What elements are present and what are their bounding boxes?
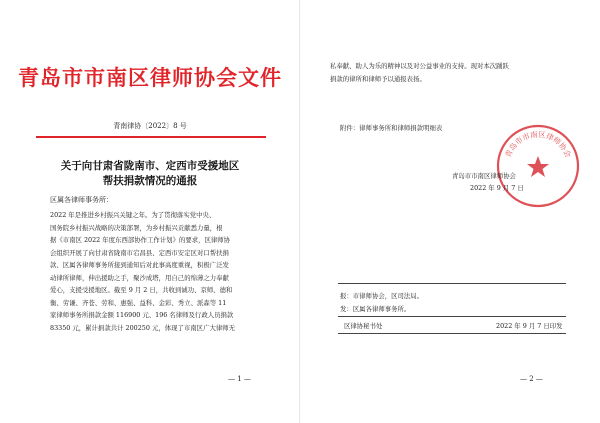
body-line: 爱心，支援受援地区。截至 9 月 2 日，共收到诚功、京师、德和 xyxy=(50,286,233,294)
cc-rule-bottom xyxy=(338,333,566,334)
signature-date: 2022 年 9 月 7 日 xyxy=(470,184,524,192)
cc-rule-top xyxy=(338,283,566,284)
official-seal-stamp xyxy=(495,123,581,209)
red-divider-line xyxy=(36,136,266,138)
body-line: 会组织开展了向甘肃省陇南市宕昌县、定西市安定区对口帮扶捐 xyxy=(50,248,229,257)
issuing-office: 区律协秘书处 xyxy=(344,322,383,330)
body-line: 83350 元，累计捐款共计 200250 元，体现了市南区广大律师无 xyxy=(50,323,236,332)
subject-line-2: 帮扶捐款情况的通报 xyxy=(102,175,198,187)
report-to-line: 报：市律师协会，区司法局。 xyxy=(340,292,424,300)
seal-text: 青岛市市南区律师协会 xyxy=(503,129,573,159)
body-line: 私奉献、助人为乐的精神以及对公益事业的支持。现对本次踊跃 xyxy=(330,62,509,70)
subject-line-1: 关于向甘肃省陇南市、定西市受援地区 xyxy=(60,160,240,172)
document-header-title: 青岛市市南区律师协会文件 xyxy=(18,66,282,90)
page-number-1: — 1 — xyxy=(228,375,251,383)
body-line: 据《市南区 2022 年度东西部协作工作计划》的要求，区律师协 xyxy=(50,236,231,244)
seal-star-icon xyxy=(527,156,549,177)
issue-date: 2022 年 9 月 7 日印发 xyxy=(496,322,563,330)
page-number-2: — 2 — xyxy=(520,375,543,383)
body-line: 衡、劳谦、齐苍、劳和、惠强、益科、金彩、秀立、派森等 11 xyxy=(50,298,227,307)
cc-rule-middle xyxy=(338,316,566,317)
body-line: 2022 年是推进乡村振兴关键之年。为了贯彻落实党中央、 xyxy=(50,211,216,219)
document-page-2 xyxy=(300,0,600,423)
body-line: 捐款的律所和律师予以通报表扬。 xyxy=(330,74,426,83)
organization-signature: 青岛市市南区律师协会 xyxy=(452,172,516,180)
document-number: 青南律协〔2022〕8 号 xyxy=(113,122,187,130)
body-line: 家律师事务所捐款金额 116900 元、196 名律师及行政人员捐款 xyxy=(50,311,234,319)
body-line: 款、区属各律师事务所接到通知后对此事高度重视，积极广泛发 xyxy=(50,261,229,269)
distribute-to-line: 发：区属各律师事务所。 xyxy=(340,305,411,313)
attachment-note: 附件：律师事务所和律师捐款明细表 xyxy=(340,124,443,132)
body-line: 动律所律师，伸出援助之手，聚沙成塔，用自己的绵薄之力奉献 xyxy=(50,273,229,282)
body-text-page-2 xyxy=(330,60,509,85)
addressee: 区属各律师事务所： xyxy=(50,196,113,204)
body-line: 国务院乡村振兴战略的决策部署，为乡村振兴贡献悉力量，根 xyxy=(50,223,223,232)
body-text-page-1 xyxy=(50,209,235,334)
